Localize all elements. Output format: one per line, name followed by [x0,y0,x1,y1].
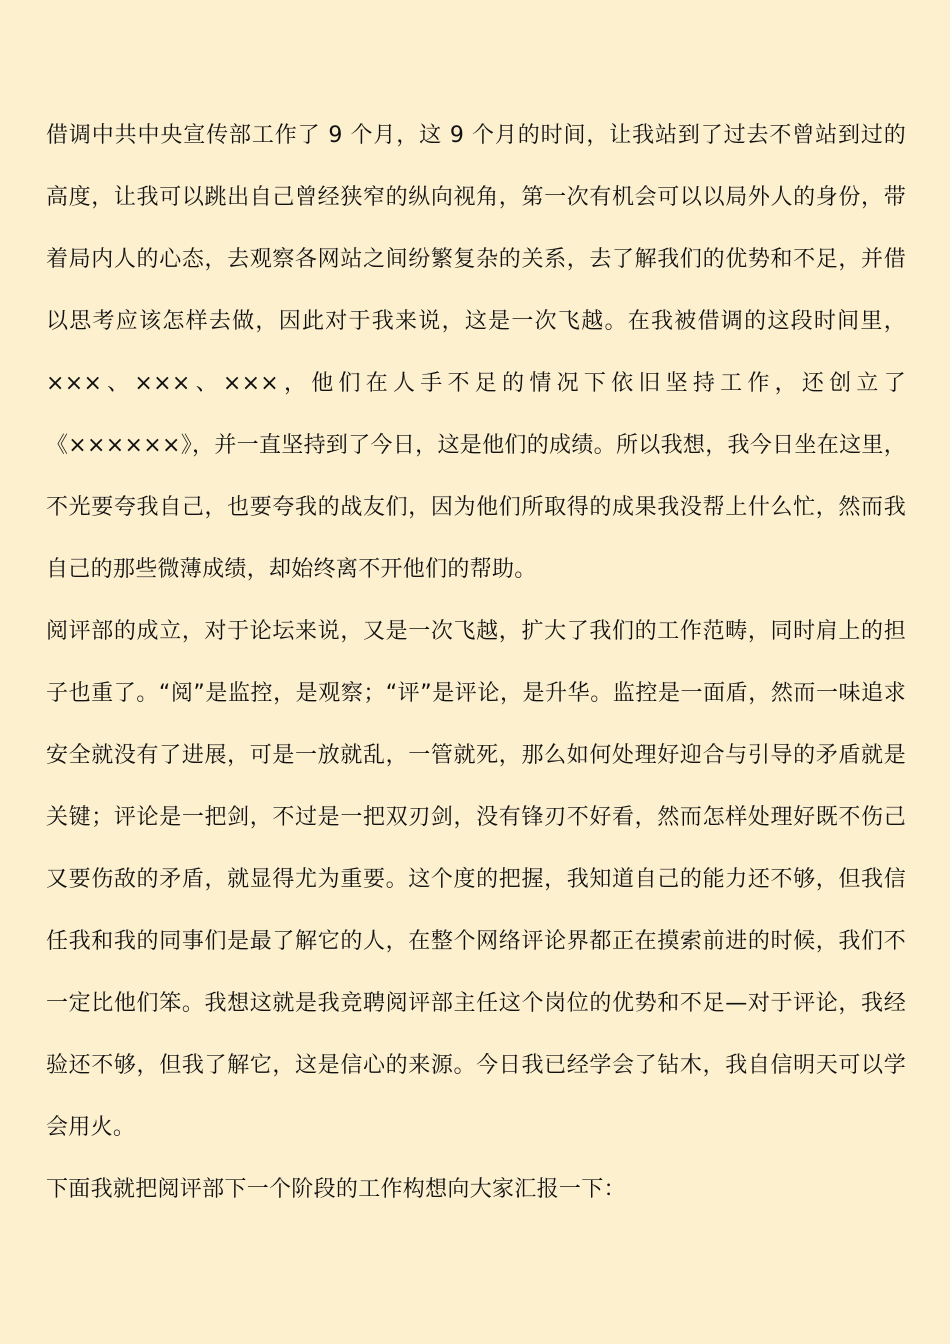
paragraph-review-department: 阅评部的成立，对于论坛来说，又是一次飞越，扩大了我们的工作范畴，同时肩上的担子也重了。“阅”是监控，是观察；“评”是评论，是升华。监控是一面盾，然而一味追求安全就没有了进展，可是一放就乱，一管就死，那么如何处理好迎合与引导的矛盾就是关键；评论是一把剑，不过是一把双刃剑，没有锋刃不好看，然而怎样处理好既不伤己又要伤敌的矛盾，就显得尤为重要。这个度的把握，我知道自己的能力还不够，但我信任我和我的同事们是最了解它的人，在整个网络评论界都正在摸索前进的时候，我们不一定比他们笨。我想这就是我竞聘阅评部主任这个岗位的优势和不足—对于评论，我经验还不够，但我了解它，这是信心的来源。今日我已经学会了钻木，我自信明天可以学会用火。 [46,619,906,1140]
paragraph-secondment: 借调中共中央宣传部工作了 9 个月，这 9 个月的时间，让我站到了过去不曾站到过的高度，让我可以跳出自己曾经狭窄的纵向视角，第一次有机会可以以局外人的身份，带着局内人的心态，去观察各网站之间纷繁复杂的关系，去了解我们的优势和不足，并借以思考应该怎样去做，因此对于我来说，这是一次飞越。在我被借调的这段时间里，×××、×××、×××，他们在人手不足的情况下依旧坚持工作，还创立了《××××××》，并一直坚持到了今日，这是他们的成绩。所以我想，我今日坐在这里，不光要夸我自己，也要夸我的战友们，因为他们所取得的成果我没帮上什么忙，然而我自己的那些微薄成绩，却始终离不开他们的帮助。 [46,123,906,582]
paragraph-work-plan-intro: 下面我就把阅评部下一个阶段的工作构想向大家汇报一下： [46,1177,626,1202]
document-body [46,105,906,1221]
